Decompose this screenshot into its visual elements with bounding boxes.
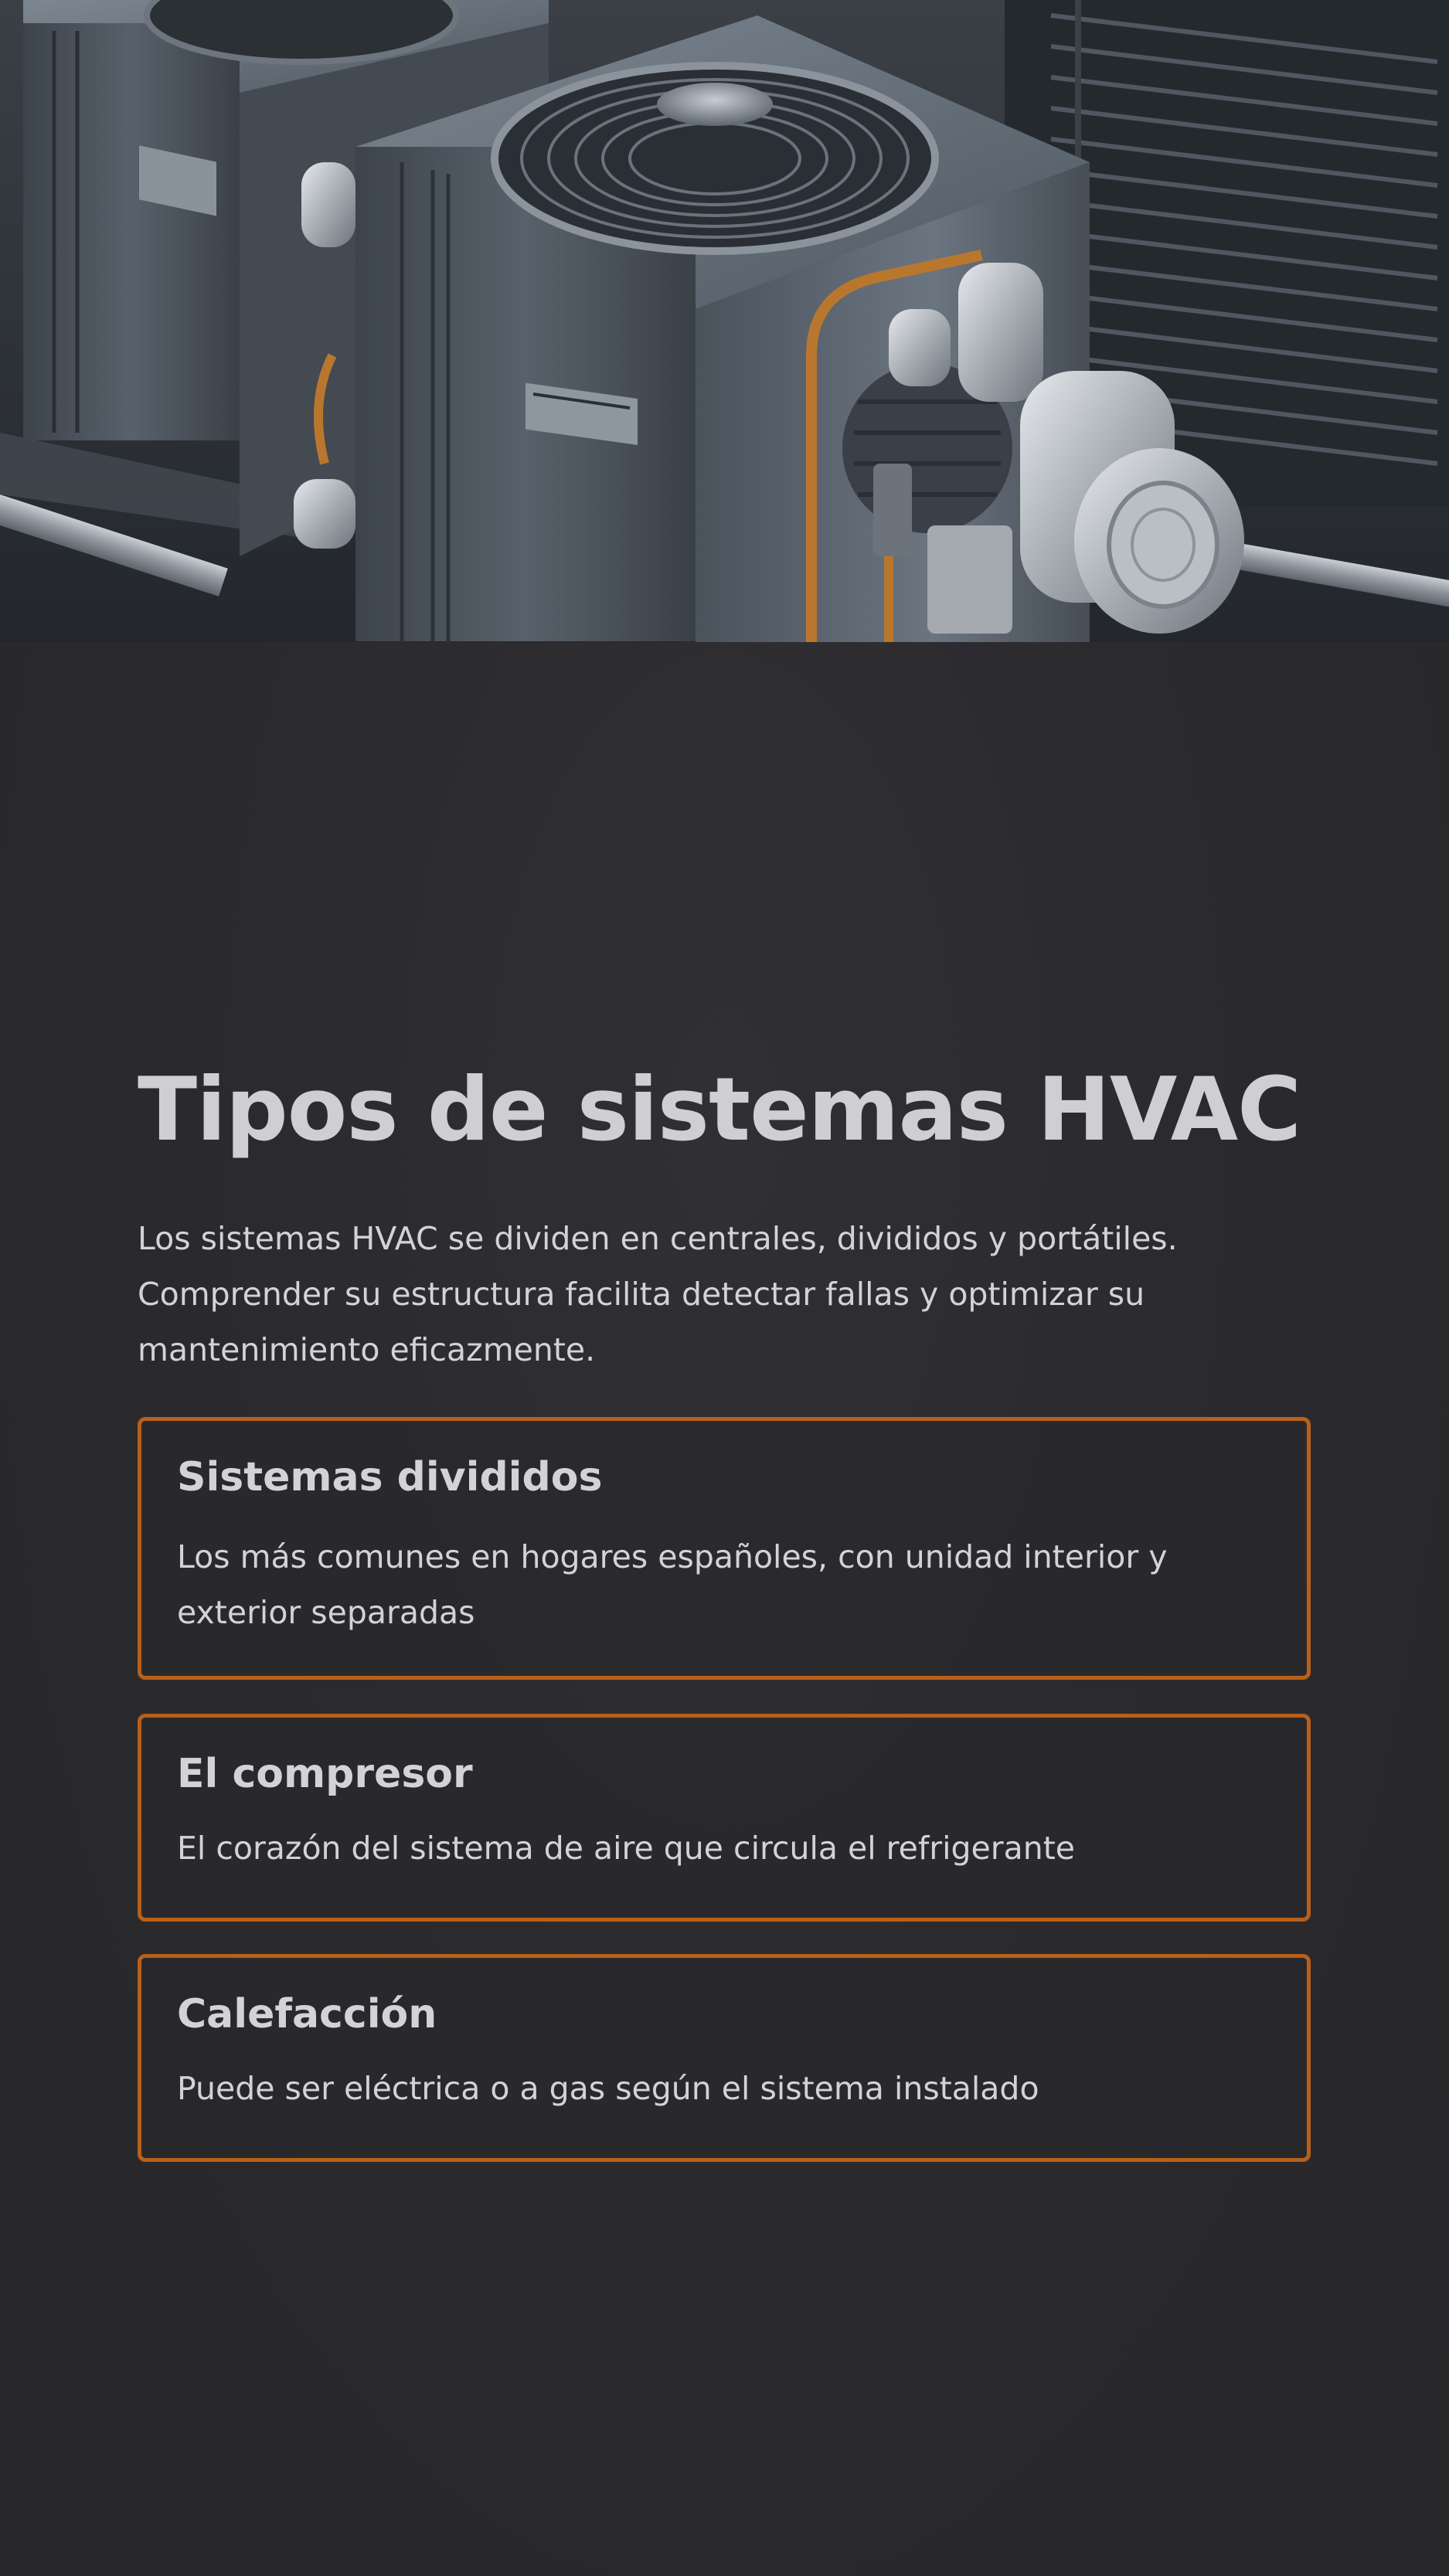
card-split-systems — [138, 1417, 1311, 1680]
hvac-types-section — [0, 642, 1449, 2576]
card-title: Sistemas divididos — [177, 1454, 603, 1500]
card-text: Puede ser eléctrica o a gas según el sistema instalado — [177, 2070, 1039, 2107]
section-intro: Los sistemas HVAC se dividen en centrales, divididos y portátiles. Comprender su estructura facilita detectar fallas y optimizar su mantenimiento eficazmente. — [138, 1220, 1178, 1368]
hvac-units-icon — [0, 0, 1449, 642]
card-text: El corazón del sistema de aire que circula el refrigerante — [177, 1830, 1076, 1867]
card-text: Los más comunes en hogares españoles, con unidad interior y exterior separadas — [177, 1538, 1168, 1631]
card-title: Calefacción — [177, 1991, 437, 2037]
card-title: El compresor — [177, 1751, 473, 1797]
card-compressor — [138, 1714, 1311, 1922]
hero-image — [0, 0, 1449, 642]
section-title: Tipos de sistemas HVAC — [138, 1059, 1301, 1161]
card-heating — [138, 1954, 1311, 2162]
